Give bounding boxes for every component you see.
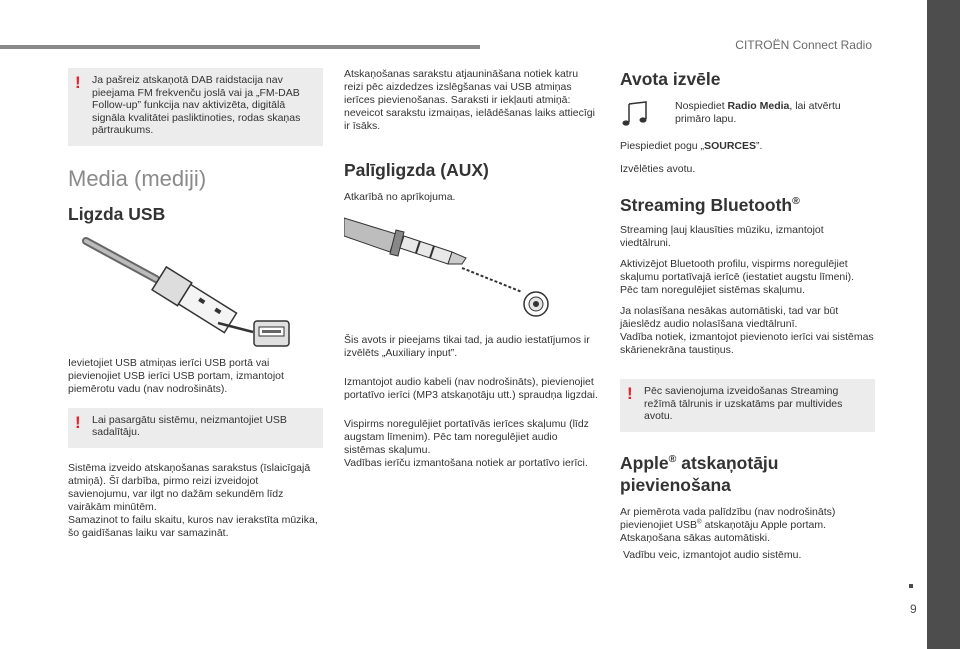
warning-box-dab xyxy=(68,68,323,146)
source-title: Avota izvēle xyxy=(620,69,721,89)
apple-text-3: Vadību veic, izmantojot audio sistēmu. xyxy=(623,548,802,561)
aux-text-1: Šis avots ir pieejams tikai tad, ja audio iestatījumos ir izvēlēts „Auxiliary input”. xyxy=(344,334,590,359)
warning-text: Lai pasargātu sistēmu, neizmantojiet USB sadalītāju. xyxy=(92,413,287,438)
source-press-text: Piespiediet pogu „SOURCES”. xyxy=(620,140,763,152)
bt-text-2: Aktivizējot Bluetooth profilu, vispirms noregulējiet skaļumu portatīvajā ierīcē (iestatiet augstu līmeni). xyxy=(620,258,855,283)
column-3 xyxy=(620,68,875,562)
continue-marker xyxy=(909,584,913,588)
source-step-text: Nospiediet Radio Media, lai atvērtu primāro lapu. xyxy=(675,100,841,125)
usb-text: Ievietojiet USB atmiņas ierīci USB portā vai pievienojiet USB ierīci USB portam, izmantojot piemērotu vadu (nav nodrošināts). xyxy=(68,356,284,395)
source-choose-text: Izvēlēties avotu. xyxy=(620,163,696,175)
aux-text-2: Izmantojot audio kabeli (nav nodrošināts), pievienojiet portatīvo ierīci (MP3 atskaņotāju utt.) spraudņa ligzdai. xyxy=(344,376,598,401)
bt-text-5: Vadība notiek, izmantojot pievienoto ierīci vai sistēmas skārienekrāna taustiņus. xyxy=(620,331,874,356)
refresh-text: Atskaņošanas sarakstu atjaunināšana notiek katru reizi pēc aizdedzes izslēgšanas vai USB atmiņas ierīces pievienošanas. Saraksti ir iekļauti atmiņā: neveicot sarakstu izmaiņas, ielādēšanas laiks attiecīgi ir īsāks. xyxy=(344,68,595,132)
warning-icon: ! xyxy=(627,384,633,403)
source-step xyxy=(620,100,875,130)
warning-icon: ! xyxy=(75,73,81,92)
sources-label: SOURCES xyxy=(704,140,756,152)
apple-text-2: Atskaņošana sākas automātiski. xyxy=(620,531,770,544)
section-title: Media (mediji) xyxy=(68,165,207,191)
usb-title: Ligzda USB xyxy=(68,203,166,224)
header-title: CITROËN Connect Radio xyxy=(735,38,872,52)
bt-text-4: Ja nolasīšana nesākas automātiski, tad var būt jāieslēdz audio nolasīšana viedtālrunī. xyxy=(620,305,839,330)
aux-title: Palīgligzda (AUX) xyxy=(344,160,489,180)
warning-text: Ja pašreiz atskaņotā DAB raidstacija nav pieejama FM frekvenču joslā vai ja „FM-DAB Follow-up” funkcija nav aktivizēta, digitālā signāla kvalitātei pasliktinoties, rodas skaņas pārtraukums. xyxy=(92,74,301,136)
aux-subtitle: Atkarībā no aprīkojuma. xyxy=(344,191,456,203)
playlist-text-2: Samazinot to failu skaitu, kuros nav ierakstīta mūzika, šo gaidīšanas laiku var samazināt. xyxy=(68,513,318,539)
bt-text-1: Streaming ļauj klausīties mūziku, izmantojot viedtālruni. xyxy=(620,224,824,249)
side-band xyxy=(927,0,960,649)
warning-box-usb xyxy=(68,408,323,448)
column-2 xyxy=(344,68,599,470)
music-note-icon xyxy=(620,100,650,128)
bt-text-3: Pēc tam noregulējiet sistēmas skaļumu. xyxy=(620,284,805,296)
header-rule xyxy=(0,45,480,49)
usb-plug-illustration xyxy=(68,235,323,351)
aux-text-3: Vispirms noregulējiet portatīvās ierīces skaļumu (līdz augstam līmenim). Pēc tam noregulējiet audio sistēmas skaļumu. xyxy=(344,418,589,456)
apple-text-1: Ar piemērota vada palīdzību (nav nodrošināts) pievienojiet USB® atskaņotāju Apple portam. xyxy=(620,505,836,531)
page-number: 9 xyxy=(910,602,917,616)
aux-text-4: Vadības ierīču izmantošana notiek ar portatīvo ierīci. xyxy=(344,457,588,469)
bluetooth-title: Streaming Bluetooth® xyxy=(620,195,800,215)
apple-title: Apple® atskaņotāju pievienošana xyxy=(620,452,779,495)
warning-icon: ! xyxy=(75,412,81,432)
warning-box-streaming xyxy=(620,379,875,432)
aux-jack-illustration xyxy=(344,212,599,324)
radio-media-label: Radio Media xyxy=(727,100,790,112)
warning-text: Pēc savienojuma izveidošanas Streaming režīmā tālrunis ir uzskatāms par multivides avotu. xyxy=(644,385,843,422)
column-1 xyxy=(68,68,323,540)
playlist-text: Sistēma izveido atskaņošanas sarakstus (īslaicīgajā atmiņā). Šī darbība, pirmo reizi izveidojot savienojumu, var ilgt no dažām sekundēm līdz vairākām minūtēm. xyxy=(68,461,311,513)
